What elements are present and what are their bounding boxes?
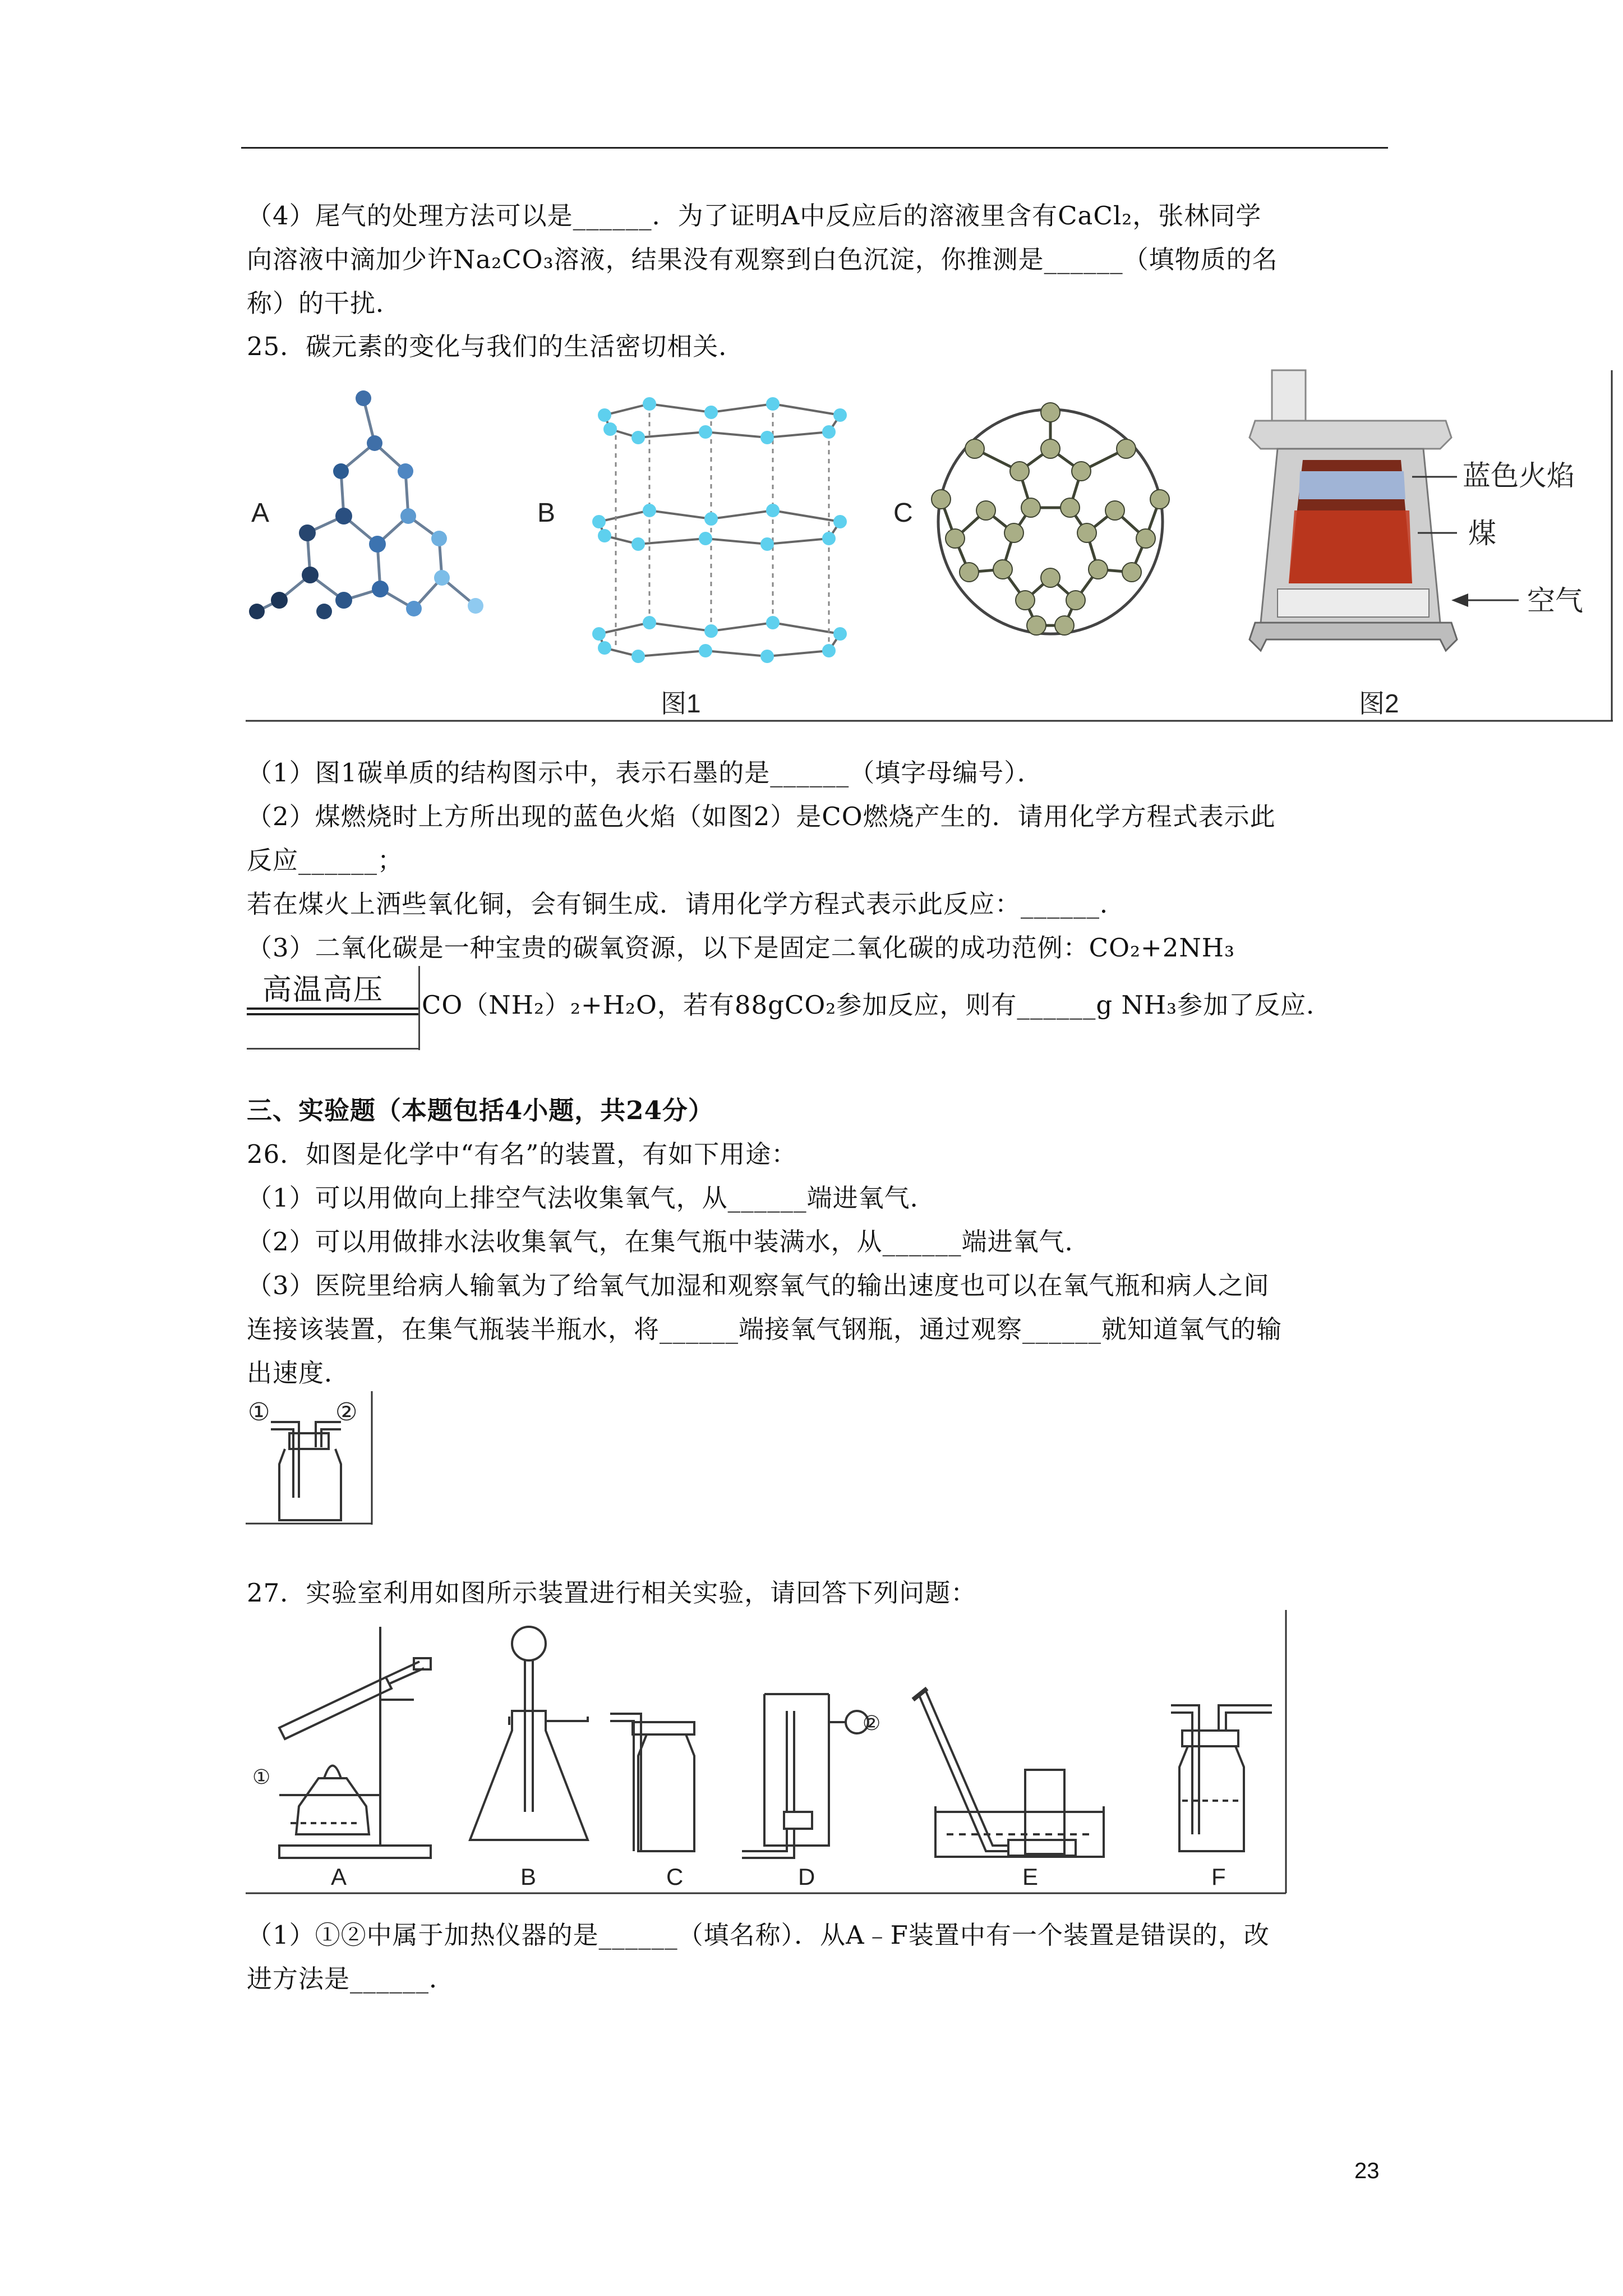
q26-p3a: （3）医院里给病人输氧为了给氧气加湿和观察氧气的输出速度也可以在氧气瓶和病人之间 — [247, 1271, 1270, 1300]
q25-p1: （1）图1碳单质的结构图示中，表示石墨的是______（填字母编号）． — [247, 758, 1043, 788]
svg-text:A: A — [251, 498, 270, 528]
svg-text:煤: 煤 — [1468, 518, 1496, 549]
section-3-heading: 三、实验题（本题包括4小题，共24分） — [247, 1096, 714, 1125]
q26-p2: （2）可以用做排水法收集氧气，在集气瓶中装满水，从______端进氧气． — [247, 1227, 1091, 1257]
svg-text:①: ① — [252, 1765, 271, 1788]
q25-p2a: （2）煤燃烧时上方所出现的蓝色火焰（如图2）是CO燃烧产生的．请用化学方程式表示此 — [247, 802, 1276, 831]
reaction-condition — [247, 966, 422, 1050]
svg-text:D: D — [798, 1864, 815, 1890]
q24-line-1: （4）尾气的处理方法可以是______．为了证明A中反应后的溶液里含有CaCl₂，张林同学 — [247, 201, 1262, 231]
svg-text:E: E — [1022, 1864, 1039, 1890]
q25-p2c: 若在煤火上洒些氧化铜，会有铜生成．请用化学方程式表示此反应：______． — [247, 889, 1126, 919]
q24-line-3: 称）的干扰． — [247, 288, 402, 318]
apparatus-a-icon — [279, 1627, 431, 1858]
q25-p3b: CO（NH₂）₂+H₂O，若有88gCO₂参加反应，则有______g NH₃参加了反应． — [422, 990, 1332, 1020]
apparatus-c-icon — [610, 1714, 694, 1851]
q26-p1: （1）可以用做向上排空气法收集氧气，从______端进氧气． — [247, 1183, 936, 1213]
q25-title: 25．碳元素的变化与我们的生活密切相关． — [247, 332, 745, 361]
svg-text:A: A — [331, 1864, 347, 1890]
q27-p1b: 进方法是______． — [247, 1964, 455, 1994]
apparatus-e-icon — [913, 1688, 1104, 1857]
gas-bottle-icon — [246, 1391, 375, 1526]
fig2-caption: 图2 — [1359, 689, 1399, 718]
svg-text:空气: 空气 — [1527, 585, 1583, 616]
svg-text:B: B — [537, 498, 556, 528]
svg-text:F: F — [1211, 1864, 1226, 1890]
carbon-figure-svg — [246, 365, 1614, 724]
q24-line-2: 向溶液中滴加少许Na₂CO₃溶液，结果没有观察到白色沉淀，你推测是______（填物质的名 — [247, 245, 1278, 274]
apparatus-b-icon — [470, 1627, 588, 1840]
svg-text:B: B — [520, 1864, 537, 1890]
svg-text:①: ① — [248, 1398, 270, 1426]
q26-p3c: 出速度． — [247, 1358, 351, 1388]
apparatus-d-icon — [742, 1694, 868, 1858]
q27-title: 27．实验室利用如图所示装置进行相关实验，请回答下列问题： — [247, 1578, 977, 1608]
q25-p3a: （3）二氧化碳是一种宝贵的碳氧资源，以下是固定二氧化碳的成功范例：CO₂+2NH₃ — [247, 933, 1235, 963]
lab-apparatus-svg — [246, 1610, 1289, 1907]
apparatus-f-icon — [1171, 1705, 1272, 1851]
gas-bottle-figure — [246, 1391, 375, 1526]
svg-text:蓝色火焰: 蓝色火焰 — [1463, 460, 1575, 491]
condition-text: 高温高压 — [262, 974, 384, 1006]
q26-title: 26．如图是化学中“有名”的装置，有如下用途： — [247, 1139, 797, 1169]
carbon-figure — [246, 365, 1614, 724]
svg-text:②: ② — [335, 1398, 358, 1426]
fullerene-structure-icon — [893, 403, 1169, 635]
lab-apparatus-figure — [246, 1610, 1289, 1907]
coal-stove-icon — [1249, 370, 1583, 651]
header-rule — [241, 147, 1388, 149]
page-number: 23 — [1354, 2159, 1380, 2183]
svg-text:②: ② — [863, 1711, 881, 1734]
graphite-structure-icon — [537, 397, 847, 663]
diamond-structure-icon — [249, 390, 483, 619]
q26-p3b: 连接该装置，在集气瓶装半瓶水，将______端接氧气钢瓶，通过观察______就知道氧气的输 — [247, 1314, 1283, 1344]
fig1-caption: 图1 — [661, 689, 701, 718]
svg-text:C: C — [666, 1864, 684, 1890]
q25-p2b: 反应______； — [247, 845, 404, 875]
q27-p1a: （1）①②中属于加热仪器的是______（填名称）．从A﹣F装置中有一个装置是错误的，改 — [247, 1920, 1270, 1950]
svg-text:C: C — [893, 498, 913, 528]
